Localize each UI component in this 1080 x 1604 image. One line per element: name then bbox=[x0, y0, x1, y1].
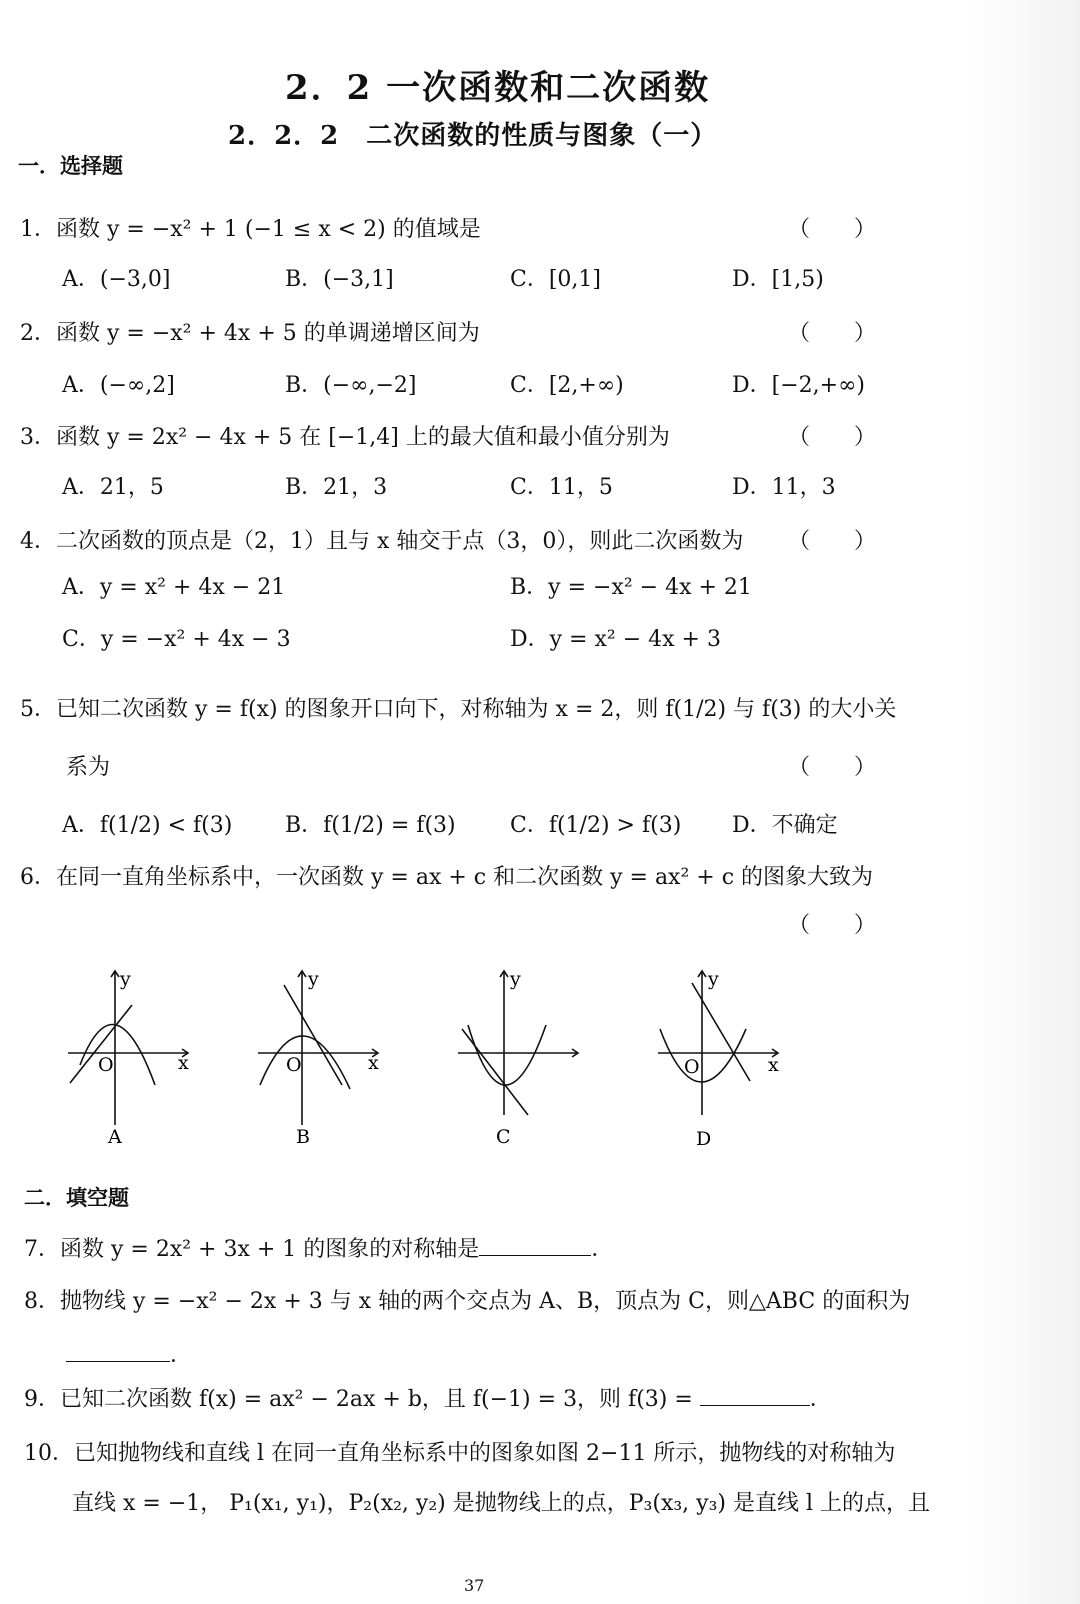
line bbox=[692, 983, 750, 1081]
question-5-text: 5．已知二次函数 y = f(x) 的图象开口向下，对称轴为 x = 2，则 f(1/2) 与 f(3) 的大小关 bbox=[20, 697, 897, 722]
y-axis-label: y bbox=[308, 968, 319, 990]
question-3-text: 3．函数 y = 2x² − 4x + 5 在 [−1,4] 上的最大值和最小值分别为 bbox=[20, 425, 670, 450]
section-heading-choice: 一．选择题 bbox=[18, 153, 123, 178]
graph-c bbox=[450, 965, 590, 1155]
parabola bbox=[660, 1029, 746, 1082]
option-a: A．f(1/2) < f(3) bbox=[62, 813, 233, 838]
option-d: D．不确定 bbox=[732, 813, 838, 838]
option-c: C．y = −x² + 4x − 3 bbox=[62, 627, 291, 652]
page-number: 37 bbox=[464, 1576, 485, 1595]
question-4-text: 4．二次函数的顶点是（2，1）且与 x 轴交于点（3，0），则此二次函数为 bbox=[20, 529, 744, 554]
x-axis-label: x bbox=[368, 1052, 379, 1074]
question-5-text-cont: 系为 bbox=[66, 755, 111, 780]
origin-label: O bbox=[684, 1056, 700, 1078]
option-a: A．(−∞,2] bbox=[62, 373, 175, 398]
question-7-end: ． bbox=[591, 1237, 614, 1262]
page-edge-shade bbox=[970, 0, 1080, 1604]
question-2-text: 2．函数 y = −x² + 4x + 5 的单调递增区间为 bbox=[20, 321, 480, 346]
answer-paren: （ ） bbox=[788, 425, 877, 450]
section-heading-fill: 二．填空题 bbox=[24, 1185, 129, 1210]
graph-c-label: C bbox=[496, 1126, 511, 1148]
option-c: C．11，5 bbox=[510, 475, 613, 500]
option-a: A．y = x² + 4x − 21 bbox=[62, 575, 286, 600]
question-8-text: 8．抛物线 y = −x² − 2x + 3 与 x 轴的两个交点为 A、B，顶点为 C，则△ABC 的面积为 bbox=[24, 1289, 911, 1314]
question-7-line bbox=[24, 1232, 613, 1263]
y-axis-label: y bbox=[510, 968, 521, 990]
question-9-text: 9．已知二次函数 f(x) = ax² − 2ax + b，且 f(−1) = 3，则 f(3) = bbox=[24, 1387, 693, 1412]
question-9-end: ． bbox=[809, 1387, 832, 1412]
option-d: D．y = x² − 4x + 3 bbox=[510, 627, 721, 652]
parabola bbox=[80, 1025, 155, 1086]
x-axis-label: x bbox=[768, 1054, 779, 1076]
question-6-text: 6．在同一直角坐标系中，一次函数 y = ax + c 和二次函数 y = ax² + c 的图象大致为 bbox=[20, 865, 874, 890]
answer-paren: （ ） bbox=[788, 321, 877, 346]
line bbox=[462, 1029, 528, 1115]
question-8-answer bbox=[66, 1338, 192, 1369]
answer-paren: （ ） bbox=[788, 529, 877, 554]
graph-b bbox=[250, 965, 390, 1155]
option-c: C．f(1/2) > f(3) bbox=[510, 813, 682, 838]
question-10-text: 10．已知抛物线和直线 l 在同一直角坐标系中的图象如图 2−11 所示，抛物线的对称轴为 bbox=[24, 1441, 896, 1466]
graph-a-label: A bbox=[108, 1126, 122, 1148]
option-d: D．11，3 bbox=[732, 475, 836, 500]
x-axis-label: x bbox=[178, 1052, 189, 1074]
answer-blank[interactable] bbox=[479, 1255, 591, 1256]
origin-label: O bbox=[98, 1054, 114, 1076]
parabola bbox=[260, 1036, 350, 1089]
question-10-text-cont: 直线 x = −1， P₁(x₁, y₁)，P₂(x₂, y₂) 是抛物线上的点，P₃(x₃, y₃) 是直线 l 上的点，且 bbox=[72, 1491, 931, 1516]
section-subtitle: 2．2．2 二次函数的性质与图象（一） bbox=[228, 121, 718, 151]
answer-paren: （ ） bbox=[788, 217, 877, 242]
option-c: C．[0,1] bbox=[510, 267, 601, 292]
option-b: B．(−3,1] bbox=[285, 267, 394, 292]
question-9-line bbox=[24, 1382, 832, 1413]
option-a: A．(−3,0] bbox=[62, 267, 171, 292]
parabola bbox=[468, 1025, 546, 1085]
option-b: B．(−∞,−2] bbox=[285, 373, 417, 398]
y-axis-label: y bbox=[708, 968, 719, 990]
answer-blank[interactable] bbox=[66, 1361, 170, 1362]
question-1-text: 1．函数 y = −x² + 1 (−1 ≤ x < 2) 的值域是 bbox=[20, 217, 481, 242]
option-d: D．[1,5) bbox=[732, 267, 824, 292]
question-7-text: 7．函数 y = 2x² + 3x + 1 的图象的对称轴是 bbox=[24, 1237, 480, 1262]
page-title: 2．2 一次函数和二次函数 bbox=[285, 68, 711, 108]
graph-b-label: B bbox=[296, 1126, 310, 1148]
option-d: D．[−2,+∞) bbox=[732, 373, 865, 398]
answer-paren: （ ） bbox=[788, 913, 877, 938]
option-b: B．y = −x² − 4x + 21 bbox=[510, 575, 752, 600]
graph-d-label: D bbox=[696, 1128, 712, 1150]
question-8-end: ． bbox=[170, 1343, 193, 1368]
origin-label: O bbox=[286, 1054, 302, 1076]
option-c: C．[2,+∞) bbox=[510, 373, 624, 398]
graph-d bbox=[650, 965, 790, 1155]
graph-a bbox=[60, 965, 200, 1155]
option-b: B．f(1/2) = f(3) bbox=[285, 813, 456, 838]
option-b: B．21，3 bbox=[285, 475, 388, 500]
y-axis-label: y bbox=[120, 968, 131, 990]
answer-blank[interactable] bbox=[700, 1405, 810, 1406]
answer-paren: （ ） bbox=[788, 755, 877, 780]
option-a: A．21，5 bbox=[62, 475, 164, 500]
